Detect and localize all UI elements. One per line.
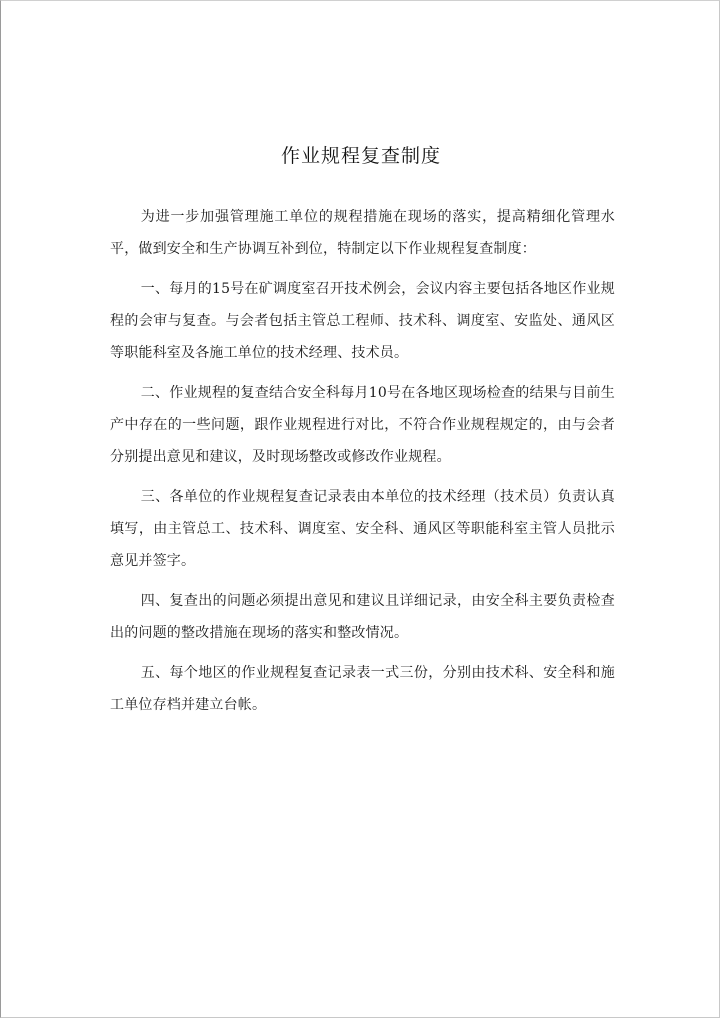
paragraph-item-1: 一、每月的15号在矿调度室召开技术例会，会议内容主要包括各地区作业规程的会审与复查。与会者包括主管总工程师、技术科、调度室、安监处、通风区等职能科室及各施工单位的技术经理、技术员。: [110, 281, 615, 361]
paragraph-item-3: 三、各单位的作业规程复查记录表由本单位的技术经理（技术员）负责认真填写，由主管总工、技术科、调度室、安全科、通风区等职能科室主管人员批示意见并签字。: [110, 489, 615, 569]
paragraph-intro: 为进一步加强管理施工单位的规程措施在现场的落实，提高精细化管理水平，做到安全和生产协调互补到位，特制定以下作业规程复查制度：: [110, 209, 615, 257]
paragraph-item-4: 四、复查出的问题必须提出意见和建议且详细记录，由安全科主要负责检查出的问题的整改措施在现场的落实和整改情况。: [110, 593, 615, 641]
document-title: 作业规程复查制度: [280, 145, 441, 167]
paragraph-item-5: 五、每个地区的作业规程复查记录表一式三份，分别由技术科、安全科和施工单位存档并建立台帐。: [110, 665, 615, 713]
paragraph-item-2: 二、作业规程的复查结合安全科每月10号在各地区现场检查的结果与目前生产中存在的一些问题，跟作业规程进行对比，不符合作业规程规定的，由与会者分别提出意见和建议，及时现场整改或修改作业规程。: [110, 385, 615, 465]
document-body: [110, 201, 615, 729]
